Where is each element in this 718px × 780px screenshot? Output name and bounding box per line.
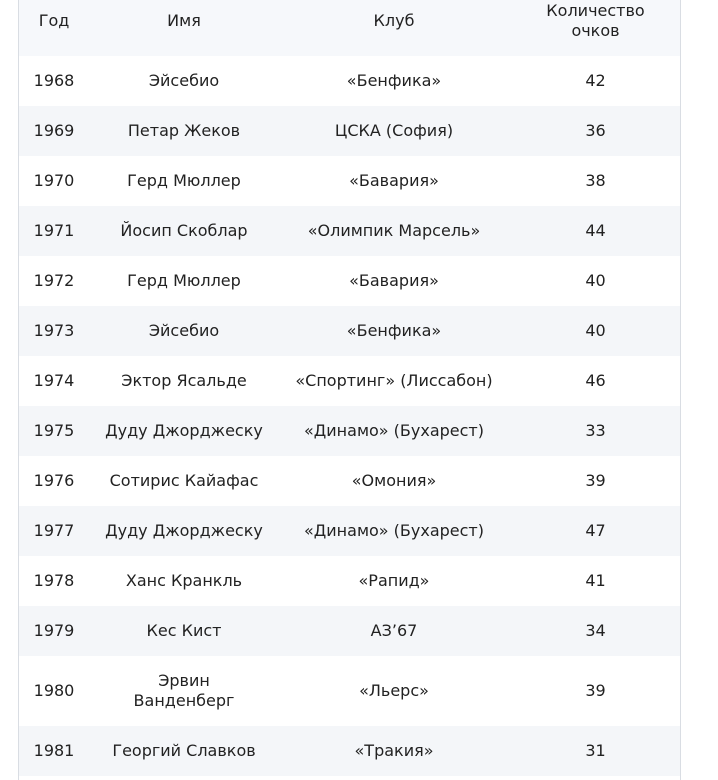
- cell-year: 1971: [33, 221, 75, 240]
- table-row: [19, 606, 681, 656]
- cell-year: 1968: [33, 71, 75, 90]
- cell-year: 1970: [33, 171, 75, 190]
- cell-name: Эйсебио: [148, 71, 220, 90]
- cell-name: Сотирис Кайафас: [109, 471, 259, 490]
- cell-club: АЗ’67: [370, 621, 418, 640]
- cell-points: 33: [585, 421, 606, 440]
- cell-name: Эктор Ясальде: [121, 371, 247, 390]
- header-points-line1: Количество: [546, 1, 645, 20]
- cell-name: Петар Жеков: [127, 121, 241, 140]
- table-row: [19, 656, 681, 726]
- top-scorers-table: [19, 0, 681, 776]
- header-club: Клуб: [373, 11, 415, 30]
- cell-name: Эйсебио: [148, 321, 220, 340]
- cell-year: 1979: [33, 621, 75, 640]
- cell-name: Ханс Кранкль: [125, 571, 243, 590]
- cell-year: 1978: [33, 571, 75, 590]
- table-row: [19, 556, 681, 606]
- cell-club: «Олимпик Марсель»: [307, 221, 481, 240]
- cell-year: 1974: [33, 371, 75, 390]
- cell-name: Кес Кист: [146, 621, 222, 640]
- cell-name: Дуду Джорджеску: [105, 521, 263, 540]
- cell-club: ЦСКА (София): [334, 121, 454, 140]
- table-row: [19, 406, 681, 456]
- table-row: [19, 206, 681, 256]
- cell-name: Герд Мюллер: [127, 171, 241, 190]
- cell-points: 39: [585, 681, 606, 700]
- table-row: [19, 726, 681, 776]
- cell-club: «Спортинг» (Лиссабон): [295, 371, 493, 390]
- cell-points: 39: [585, 471, 606, 490]
- cell-points: 46: [585, 371, 606, 390]
- cell-points: 34: [585, 621, 606, 640]
- cell-club: «Рапид»: [358, 571, 430, 590]
- cell-points: 36: [585, 121, 606, 140]
- cell-club: «Омония»: [351, 471, 437, 490]
- cell-points: 38: [585, 171, 606, 190]
- cell-year: 1969: [33, 121, 75, 140]
- header-points-line2: очков: [571, 21, 620, 40]
- cell-name: Герд Мюллер: [127, 271, 241, 290]
- cell-club: «Бавария»: [349, 271, 439, 290]
- cell-club: «Динамо» (Бухарест): [303, 421, 484, 440]
- cell-year: 1975: [33, 421, 75, 440]
- table-row: [19, 356, 681, 406]
- cell-name-line1: Эрвин: [158, 671, 210, 690]
- cell-points: 42: [585, 71, 606, 90]
- cell-year: 1980: [33, 681, 75, 700]
- table-container: [18, 0, 681, 780]
- cell-year: 1973: [33, 321, 75, 340]
- header-points: [509, 0, 681, 56]
- cell-points: 31: [585, 741, 606, 760]
- table-row: [19, 56, 681, 106]
- cell-points: 40: [585, 271, 606, 290]
- cell-club: «Льерс»: [359, 681, 429, 700]
- table-row: [19, 506, 681, 556]
- cell-points: 47: [585, 521, 606, 540]
- cell-points: 44: [585, 221, 606, 240]
- cell-club: «Бавария»: [349, 171, 439, 190]
- cell-year: 1981: [33, 741, 75, 760]
- table-row: [19, 156, 681, 206]
- cell-name: Георгий Славков: [112, 741, 256, 760]
- cell-name: Йосип Скоблар: [120, 221, 248, 240]
- cell-year: 1977: [33, 521, 75, 540]
- cell-points: 41: [585, 571, 606, 590]
- cell-year: 1972: [33, 271, 75, 290]
- table-row: [19, 106, 681, 156]
- table-header-row: [19, 0, 681, 56]
- table-row: [19, 306, 681, 356]
- table-row: [19, 256, 681, 306]
- cell-club: «Тракия»: [354, 741, 434, 760]
- cell-name-line2: Ванденберг: [133, 691, 235, 710]
- cell-name: Дуду Джорджеску: [105, 421, 263, 440]
- cell-name: [89, 656, 279, 726]
- cell-club: «Бенфика»: [346, 71, 442, 90]
- cell-club: «Динамо» (Бухарест): [303, 521, 484, 540]
- header-year: Год: [38, 11, 70, 30]
- cell-club: «Бенфика»: [346, 321, 442, 340]
- header-name: Имя: [167, 11, 201, 30]
- cell-points: 40: [585, 321, 606, 340]
- table-row: [19, 456, 681, 506]
- cell-year: 1976: [33, 471, 75, 490]
